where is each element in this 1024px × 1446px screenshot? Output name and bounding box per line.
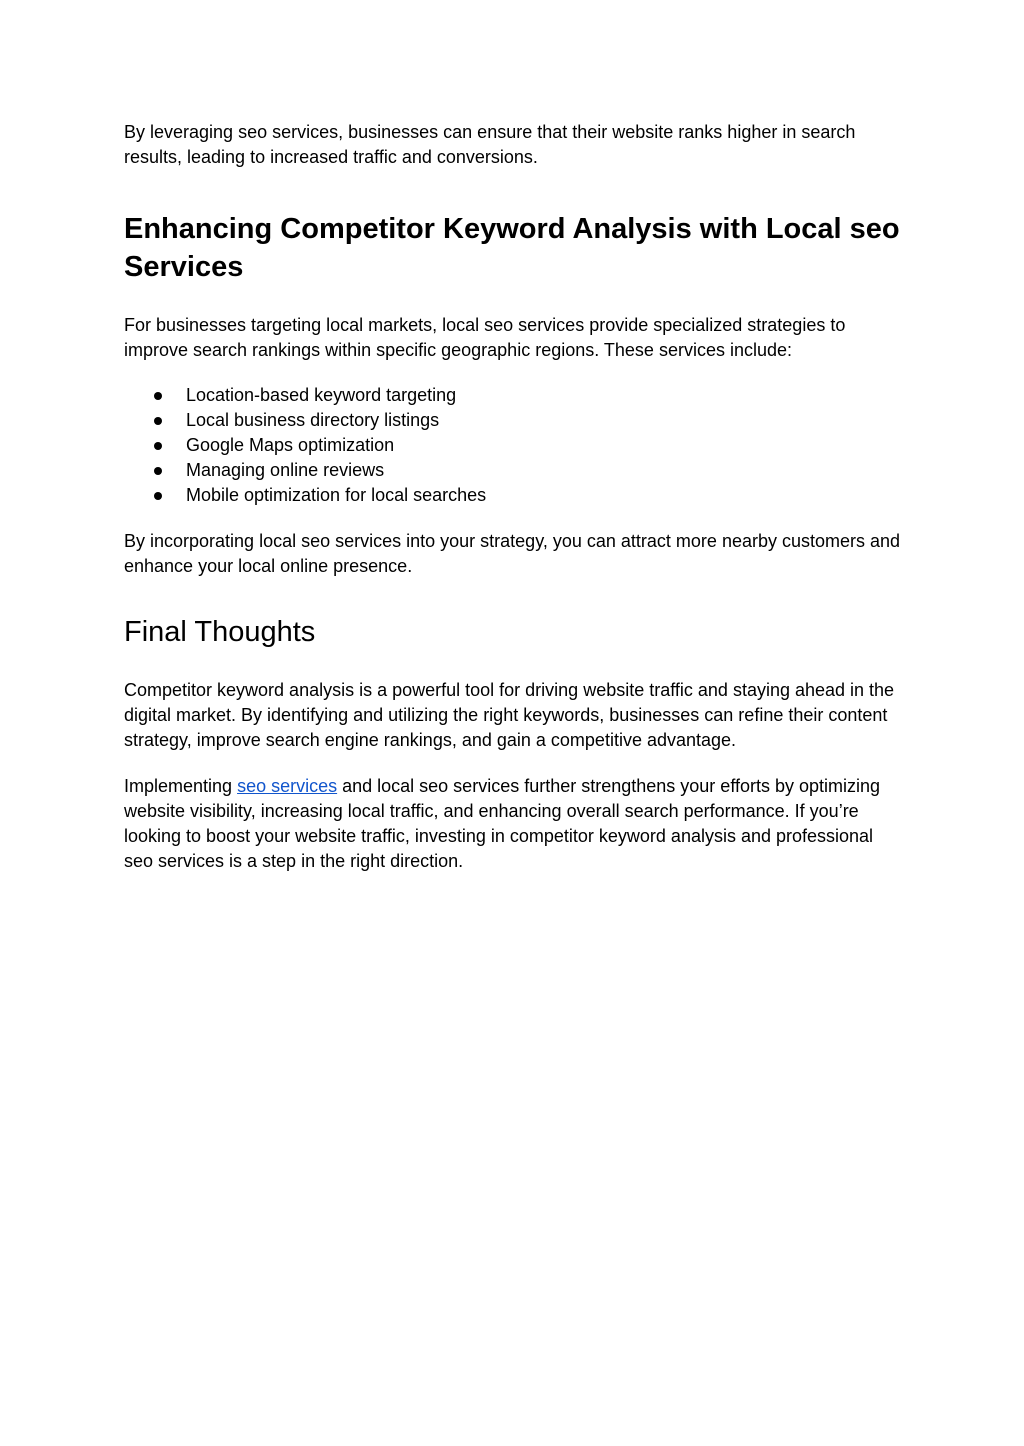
seo-services-link[interactable]: seo services — [237, 776, 338, 796]
bullet-icon — [154, 492, 162, 500]
section-heading-local-seo: Enhancing Competitor Keyword Analysis with Local seo Services — [124, 213, 900, 283]
implementing-paragraph — [124, 774, 904, 874]
list-item-label: Local business directory listings — [186, 410, 440, 430]
local-seo-closing-paragraph: By incorporating local seo services into your strategy, you can attract more nearby customers and enhance your local online presence. — [124, 531, 901, 576]
implementing-text-end: and local seo services further strengthens your efforts by optimizing website visibility, increasing local traffic, and enhancing overall search performance. If you’re looking to boost your website traffic, investing in competitor keyword analysis and professional seo services is a step in the right direction. — [124, 776, 881, 871]
intro-paragraph: By leveraging seo services, businesses can ensure that their website ranks higher in search results, leading to increased traffic and conversions. — [124, 122, 856, 167]
section-heading-final-thoughts: Final Thoughts — [124, 616, 316, 648]
list-item — [124, 383, 904, 408]
bullet-icon — [154, 442, 162, 450]
list-item — [124, 433, 904, 458]
bullet-icon — [154, 467, 162, 475]
list-item-label: Mobile optimization for local searches — [186, 485, 487, 505]
bullet-icon — [154, 417, 162, 425]
list-item — [124, 408, 904, 433]
services-list — [124, 383, 904, 508]
implementing-text-start: Implementing — [124, 776, 238, 796]
list-item — [124, 458, 904, 483]
list-item-label: Google Maps optimization — [186, 435, 395, 455]
list-item-label: Location-based keyword targeting — [186, 385, 457, 405]
list-item — [124, 483, 904, 508]
bullet-icon — [154, 392, 162, 400]
list-item-label: Managing online reviews — [186, 460, 385, 480]
document-page — [124, 120, 904, 874]
final-thoughts-paragraph: Competitor keyword analysis is a powerful tool for driving website traffic and staying ahead in the digital market. By identifying and utilizing the right keywords, businesses can refine their content strategy, improve search engine rankings, and gain a competitive advantage. — [124, 680, 895, 750]
local-seo-paragraph: For businesses targeting local markets, local seo services provide specialized strategies to improve search rankings within specific geographic regions. These services include: — [124, 315, 846, 360]
